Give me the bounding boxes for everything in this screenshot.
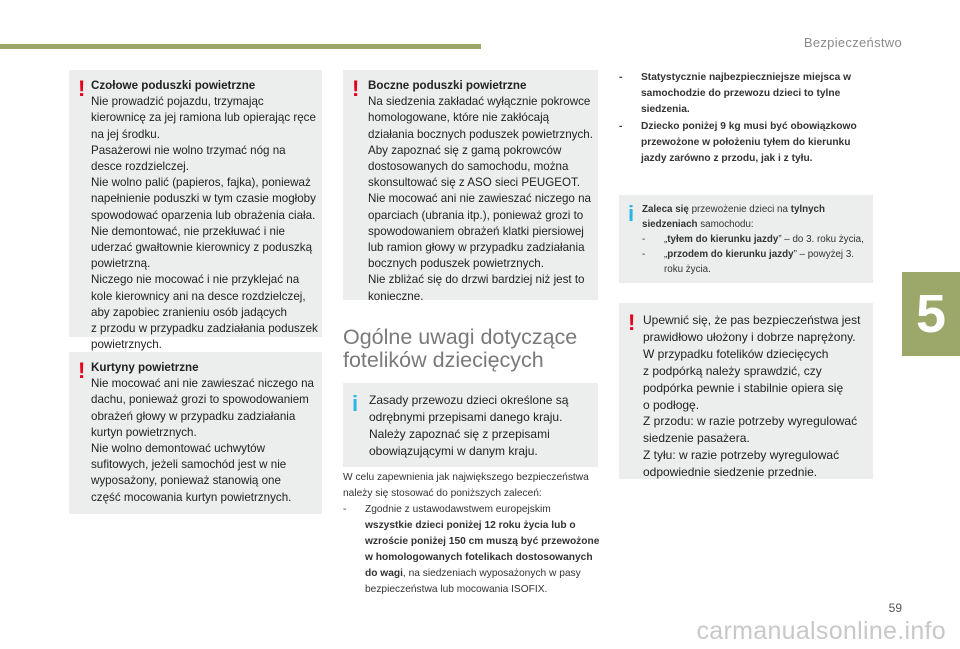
list-item: - Zgodnie z ustawodawstwem europejskim wszystkie dzieci poniżej 12 roku życia lub o wzroście poniżej 150 cm muszą być przewożone w homologowanych fotelikach dostosowanych do wagi, na siedzeniach wyposażonych w pasy bezpieczeństwa lub mocowania ISOFIX. [343, 504, 600, 595]
intro-text: W celu zapewnienia jak największego bezpieczeństwa należy się stosować do poniższych zaleceń: [343, 472, 589, 499]
warning-box-front-airbags [69, 70, 322, 352]
box-title: Boczne poduszki powietrzne [368, 79, 527, 92]
warning-box-seatbelt [619, 303, 873, 479]
list-item: - „tyłem do kierunku jazdy” – do 3. roku życia, [642, 234, 864, 245]
header-accent-bar [0, 44, 481, 49]
list-item: - Statystycznie najbezpieczniejsze miejsca w samochodzie do przewozu dzieci to tylne siedzenia. [619, 72, 852, 115]
list-item: - „przodem do kierunku jazdy” – powyżej 3. roku życia. [642, 249, 855, 275]
box-body: Upewnić się, że pas bezpieczeństwa jest prawidłowo ułożony i dobrze naprężony. W przypadku fotelików dziecięcych z podpórką należy sprawdzić, czy podpórka pewnie i stabilnie opiera się o podłogę. Z przodu: w razie potrzeby wyregulować siedzenie pasażera. Z tyłu: w razie potrzeby wyregulować odpowiednie siedzenie przednie. [643, 313, 861, 480]
section-title: Bezpieczeństwo [803, 35, 902, 50]
box-title: Czołowe poduszki powietrzne [91, 79, 256, 92]
warning-icon: ! [628, 310, 636, 335]
info-icon: i [352, 391, 359, 416]
box-body: Na siedzenia zakładać wyłącznie pokrowce homologowane, które nie zakłócają działania bocznych poduszek powietrznych. Aby zapoznać się z gamą pokrowców dostosowanych do samochodu, można skonsultować się z ASO sieci PEUGEOT. Nie mocować ani nie zawieszać niczego na oparciach (ubrania itp.), ponieważ grozi to spowodowaniem obrażeń klatki piersiowej lub ramion głowy w przypadku zadziałania bocznych poduszek powietrznych. Nie zbliżać się do drzwi bardziej niż jest to konieczne. [368, 95, 593, 303]
warning-icon: ! [78, 76, 86, 101]
section-heading: Ogólne uwagi dotyczące fotelików dziecięcych [343, 325, 578, 372]
warning-box-curtain-airbags [69, 352, 322, 514]
warning-icon: ! [352, 76, 360, 101]
list-item: - Dziecko poniżej 9 kg musi być obowiązkowo przewożone w położeniu tyłem do kierunku jazdy zarówno z przodu, jak i z tyłu. [619, 121, 857, 164]
warning-box-side-airbags [343, 70, 598, 303]
chapter-tab: 5 [902, 272, 960, 356]
info-box-regulations [343, 383, 598, 467]
box-body: Nie prowadzić pojazdu, trzymając kierownicę za jej ramiona lub opierając ręce na jej środku. Pasażerowi nie wolno trzymać nóg na desce rozdzielczej. Nie wolno palić (papieros, fajka), ponieważ napełnienie poduszki w tym czasie mogłoby spowodować oparzenia lub obrażenia ciała. Nie demontować, nie przekłuwać i nie uderzać gwałtownie kierownicy z poduszką powietrzną. Niczego nie mocować i nie przyklejać na kole kierownicy ani na desce rozdzielczej, aby zapobiec zranieniu osób jadących z przodu w przypadku zadziałania poduszek powietrznych. [91, 95, 318, 352]
page-number: 59 [888, 601, 902, 615]
watermark: carmanualsonline.info [696, 617, 946, 645]
box-body: Nie mocować ani nie zawieszać niczego na dachu, ponieważ grozi to spowodowaniem obrażeń głowy w przypadku zadziałania kurtyn powietrznych. Nie wolno demontować uchwytów sufitowych, jeżeli samochód jest w nie wyposażony, ponieważ stanowią one część mocowania kurtyn powietrznych. [91, 377, 314, 504]
seating-recommendations [619, 70, 873, 167]
info-box-rear-seats: i Zaleca się przewożenie dzieci na tylnych siedzeniach samochodu: - „tyłem do kierunku jazdy” – do 3. roku życia, - „przodem do kierunku jazdy” – powyżej 3. roku życia. [619, 195, 873, 283]
child-seat-guidelines [343, 470, 601, 598]
box-title: Kurtyny powietrzne [91, 361, 199, 374]
info-icon: i [628, 201, 635, 226]
box-body: Zasady przewozu dzieci określone są odrębnymi przepisami danego kraju. Należy zapoznać się z przepisami obowiązującymi w danym kraju. [369, 393, 569, 458]
warning-icon: ! [78, 358, 86, 383]
